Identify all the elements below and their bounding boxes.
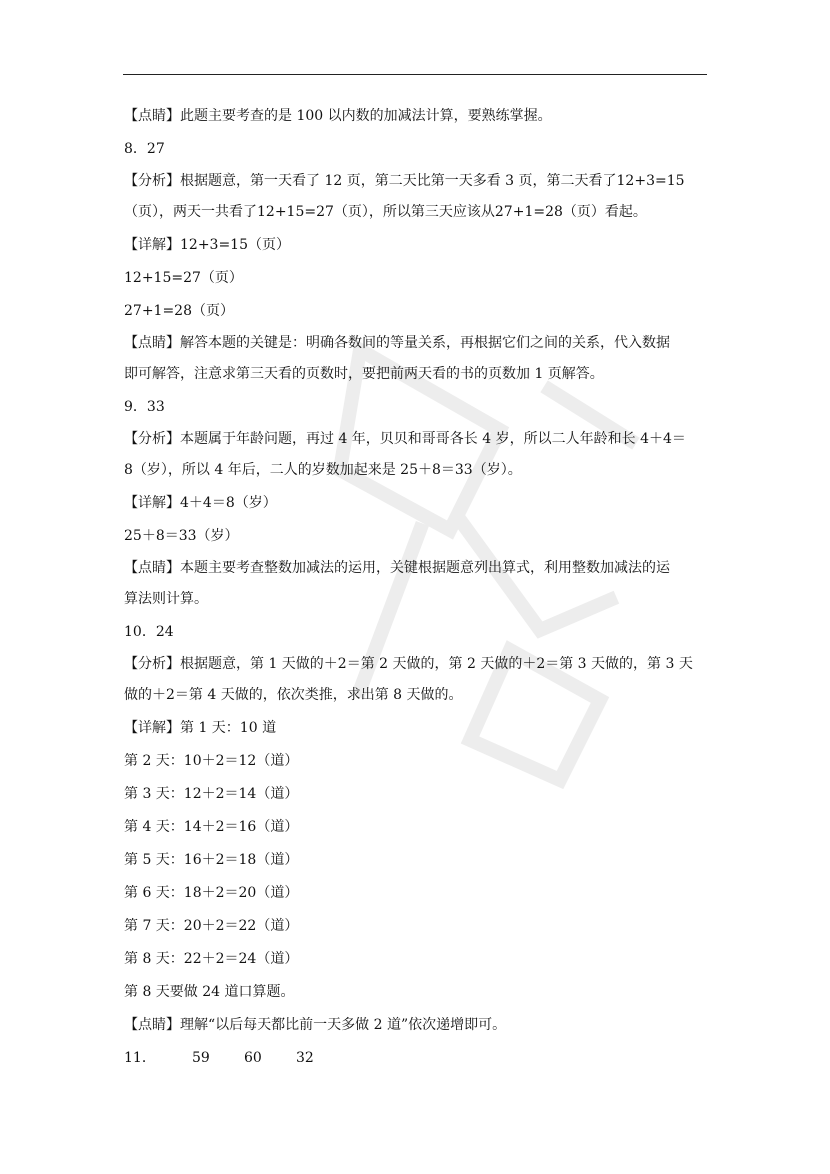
answer-value: 60 — [244, 1050, 262, 1066]
answer-heading: 8．27 — [124, 141, 165, 157]
text-line: 【详解】4＋4＝8（岁） — [124, 495, 277, 511]
text-line: 即可解答，注意求第三天看的页数时，要把前两天看的书的页数加 1 页解答。 — [124, 366, 604, 382]
question-number: 11． — [124, 1050, 156, 1066]
answer-heading: 10．24 — [124, 624, 174, 640]
text-line: 第 7 天：20＋2＝22（道） — [124, 918, 299, 934]
text-line: 【详解】第 1 天：10 道 — [124, 720, 277, 736]
text-line: 【分析】本题属于年龄问题，再过 4 年，贝贝和哥哥各长 4 岁，所以二人年龄和长 4＋4＝ — [124, 431, 686, 447]
text-line: 第 5 天：16＋2＝18（道） — [124, 852, 299, 868]
text-line: 25＋8＝33（岁） — [124, 528, 239, 544]
answer-value: 32 — [296, 1050, 314, 1066]
text-line: 【详解】12+3=15（页） — [124, 237, 290, 253]
text-line: 【点睛】本题主要考查整数加减法的运用，关键根据题意列出算式，利用整数加减法的运 — [124, 560, 670, 576]
text-line: 【点睛】理解“以后每天都比前一天多做 2 道”依次递增即可。 — [124, 1017, 507, 1033]
text-line: 第 6 天：18＋2＝20（道） — [124, 885, 299, 901]
text-line: （页），两天一共看了12+15=27（页），所以第三天应该从27+1=28（页）看起。 — [124, 204, 647, 220]
text-line: 【点睛】解答本题的关键是：明确各数间的等量关系，再根据它们之间的关系，代入数据 — [124, 335, 670, 351]
text-line: 第 8 天：22＋2＝24（道） — [124, 951, 299, 967]
answer-heading-11 — [124, 1042, 714, 1075]
text-line: 【分析】根据题意，第 1 天做的＋2＝第 2 天做的，第 2 天做的＋2＝第 3 天做的，第 3 天 — [124, 656, 693, 672]
text-line: 第 2 天：10＋2＝12（道） — [124, 753, 299, 769]
text-line: 算法则计算。 — [124, 591, 208, 607]
text-line: 8（岁），所以 4 年后，二人的岁数加起来是 25＋8＝33（岁）。 — [124, 462, 522, 478]
text-line: 27+1=28（页） — [124, 303, 234, 319]
text-line: 第 4 天：14＋2＝16（道） — [124, 819, 299, 835]
answer-heading: 9．33 — [124, 399, 165, 415]
text-line: 第 8 天要做 24 道口算题。 — [124, 984, 295, 1000]
text-line: 第 3 天：12＋2＝14（道） — [124, 786, 299, 802]
text-line: 【分析】根据题意，第一天看了 12 页，第二天比第一天多看 3 页，第二天看了12+3=15 — [124, 173, 685, 189]
text-line: 【点睛】此题主要考查的是 100 以内数的加减法计算，要熟练掌握。 — [124, 108, 552, 124]
text-line: 12+15=27（页） — [124, 270, 243, 286]
answer-value: 59 — [192, 1050, 210, 1066]
text-line: 做的＋2＝第 4 天做的，依次类推，求出第 8 天做的。 — [124, 687, 463, 703]
document-content — [124, 100, 714, 1075]
header-rule — [123, 74, 707, 75]
